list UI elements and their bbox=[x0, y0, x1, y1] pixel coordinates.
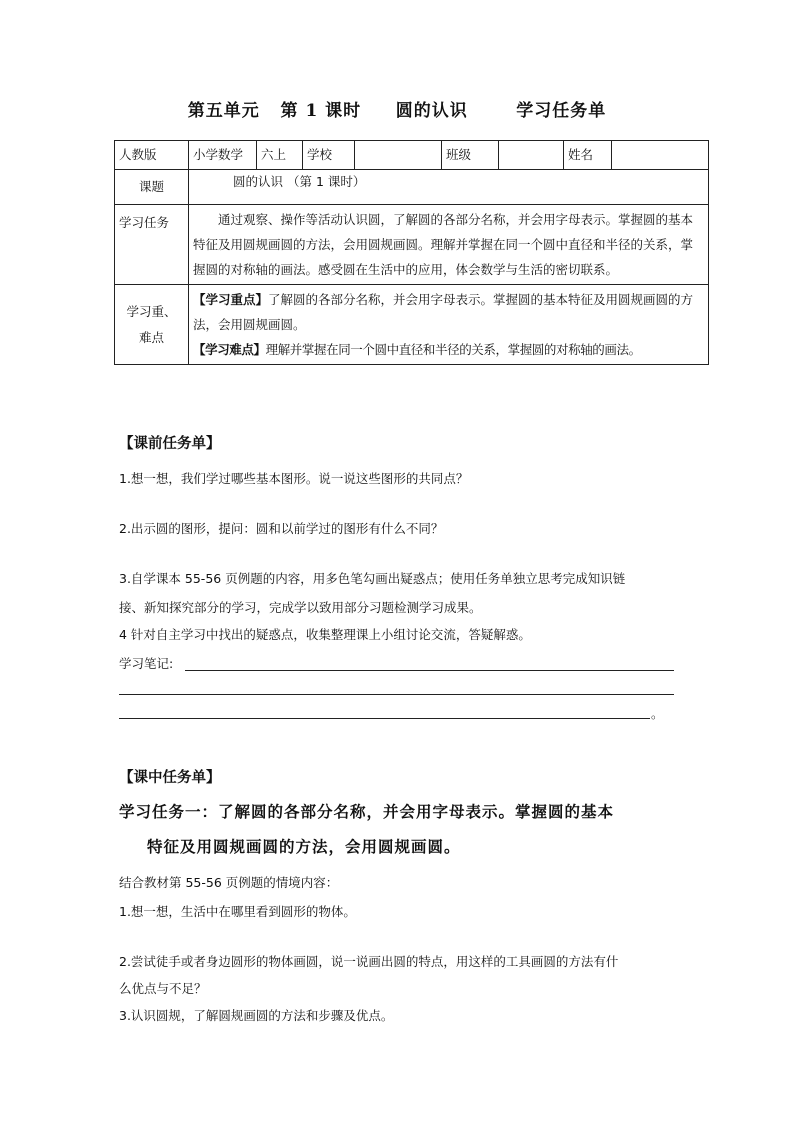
class-label: 班级 bbox=[442, 141, 499, 170]
topic-label: 课题 bbox=[115, 170, 189, 205]
pre-q4: 4 针对自主学习中找出的疑惑点，收集整理课上小组讨论交流，答疑解惑。 bbox=[119, 627, 531, 642]
key-points-text bbox=[189, 285, 709, 365]
in-q1: 1.想一想，生活中在哪里看到圆形的物体。 bbox=[119, 904, 356, 919]
tasks-label: 学习任务 bbox=[115, 205, 189, 285]
difficulty-tag: 【学习难点】 bbox=[193, 342, 266, 357]
notes-end-mark: 。 bbox=[651, 706, 664, 721]
topic-row bbox=[115, 170, 709, 205]
pre-q2: 2.出示圆的图形，提问：圆和以前学过的图形有什么不同？ bbox=[119, 521, 444, 536]
notes-line-3[interactable] bbox=[119, 718, 650, 719]
focus-paragraph bbox=[193, 287, 704, 337]
info-table bbox=[114, 140, 709, 365]
notes-line-1[interactable] bbox=[185, 670, 674, 671]
header-row bbox=[115, 141, 709, 170]
class-field[interactable] bbox=[499, 141, 564, 170]
pre-q1: 1.想一想，我们学过哪些基本图形。说一说这些图形的共同点？ bbox=[119, 471, 469, 486]
notes-label: 学习笔记: bbox=[119, 656, 174, 671]
in-q2-line1: 2.尝试徒手或者身边圆形的物体画圆，说一说画出圆的特点，用这样的工具画圆的方法有什 bbox=[119, 954, 619, 969]
name-field[interactable] bbox=[612, 141, 709, 170]
task1-heading-line1: 学习任务一：了解圆的各部分名称，并会用字母表示。掌握圆的基本 bbox=[119, 802, 615, 821]
key-points-row bbox=[115, 285, 709, 365]
difficulty-paragraph bbox=[193, 337, 704, 362]
tasks-row bbox=[115, 205, 709, 285]
key-label-line1: 学习重、 bbox=[126, 303, 177, 319]
school-label: 学校 bbox=[303, 141, 355, 170]
tasks-text: 通过观察、操作等活动认识圆，了解圆的各部分名称，并会用字母表示。掌握圆的基本特征及用圆规画圆的方法，会用圆规画圆。理解并掌握在同一个圆中直径和半径的关系，掌握圆的对称轴的画法。感受圆在生活中的应用，体会数学与生活的密切联系。 bbox=[189, 205, 709, 285]
difficulty-text: 理解并掌握在同一个圆中直径和半径的关系，掌握圆的对称轴的画法。 bbox=[265, 342, 641, 357]
focus-tag: 【学习重点】 bbox=[193, 292, 269, 307]
key-label-line2: 难点 bbox=[138, 329, 164, 345]
pre-q3-line1: 3.自学课本 55-56 页例题的内容，用多色笔勾画出疑惑点；使用任务单独立思考完成知识链 bbox=[119, 571, 626, 586]
in-q3: 3.认识圆规，了解圆规画圆的方法和步骤及优点。 bbox=[119, 1008, 394, 1023]
in-intro: 结合教材第 55-56 页例题的情境内容： bbox=[119, 875, 339, 890]
subject-cell: 小学数学 bbox=[189, 141, 257, 170]
task1-heading-line2: 特征及用圆规画圆的方法，会用圆规画圆。 bbox=[147, 837, 461, 856]
in-q2-line2: 么优点与不足？ bbox=[119, 981, 207, 996]
notes-line-2[interactable] bbox=[119, 694, 674, 695]
in-class-heading: 【课中任务单】 bbox=[119, 769, 221, 786]
pre-q3-line2: 接、新知探究部分的学习，完成学以致用部分习题检测学习成果。 bbox=[119, 600, 482, 615]
pre-class-heading: 【课前任务单】 bbox=[119, 435, 221, 452]
school-field[interactable] bbox=[355, 141, 442, 170]
name-label: 姓名 bbox=[564, 141, 612, 170]
focus-text: 了解圆的各部分名称，并会用字母表示。掌握圆的基本特征及用圆规画圆的方法，会用圆规画圆。 bbox=[193, 292, 694, 332]
key-points-label bbox=[115, 285, 189, 365]
edition-cell: 人教版 bbox=[115, 141, 189, 170]
page-title: 第五单元 第 1 课时 圆的认识 学习任务单 bbox=[187, 101, 607, 121]
grade-cell: 六上 bbox=[257, 141, 303, 170]
topic-value: 圆的认识 （第 1 课时） bbox=[189, 170, 709, 205]
